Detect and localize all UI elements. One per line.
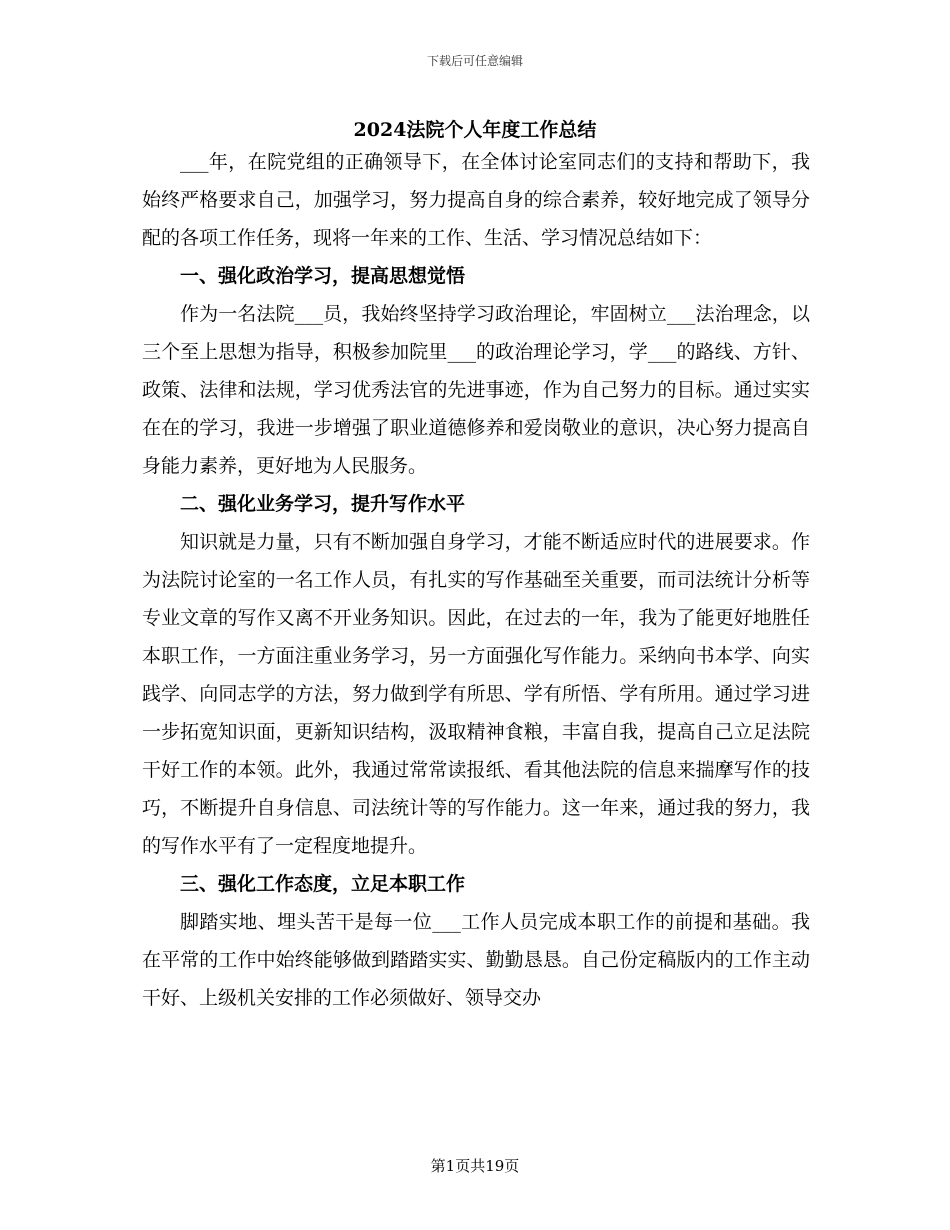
section-paragraph-3: 脚踏实地、埋头苦干是每一位___工作人员完成本职工作的前提和基础。我在平常的工作中始终能够做到踏踏实实、勤勤恳恳。自己份定稿版内的工作主动干好、上级机关安排的工作必须做好、领导交办 xyxy=(142,911,810,1009)
header-note: 下载后可任意编辑 xyxy=(426,54,523,68)
page-number: 第1页共19页 xyxy=(430,1157,520,1175)
intro-paragraph: ___年，在院党组的正确领导下，在全体讨论室同志们的支持和帮助下，我始终严格要求自己，加强学习，努力提高自身的综合素养，较好地完成了领导分配的各项工作任务，现将一年来的工作、生活、学习情况总结如下： xyxy=(142,151,810,249)
document-title: 2024法院个人年度工作总结 xyxy=(353,119,597,141)
section-paragraph-1: 作为一名法院___员，我始终坚持学习政治理论，牢固树立___法治理念，以三个至上思想为指导，积极参加院里___的政治理论学习，学___的路线、方针、政策、法律和法规，学习优秀法官的先进事迹，作为自己努力的目标。通过实实在在的学习，我进一步增强了职业道德修养和爱岗敬业的意识，决心努力提高自身能力素养，更好地为人民服务。 xyxy=(142,303,810,477)
section-heading-1: 一、强化政治学习，提高思想觉悟 xyxy=(180,265,466,287)
section-heading-2: 二、强化业务学习，提升写作水平 xyxy=(180,493,466,515)
section-paragraph-2: 知识就是力量，只有不断加强自身学习，才能不断适应时代的进展要求。作为法院讨论室的一名工作人员，有扎实的写作基础至关重要，而司法统计分析等专业文章的写作又离不开业务知识。因此，在过去的一年，我为了能更好地胜任本职工作，一方面注重业务学习，另一方面强化写作能力。采纳向书本学、向实践学、向同志学的方法，努力做到学有所思、学有所悟、学有所用。通过学习进一步拓宽知识面，更新知识结构，汲取精神食粮，丰富自我，提高自己立足法院干好工作的本领。此外，我通过常常读报纸、看其他法院的信息来揣摩写作的技巧，不断提升自身信息、司法统计等的写作能力。这一年来，通过我的努力，我的写作水平有了一定程度地提升。 xyxy=(142,531,810,857)
document-body xyxy=(142,143,810,1017)
section-heading-3: 三、强化工作态度，立足本职工作 xyxy=(180,873,466,895)
